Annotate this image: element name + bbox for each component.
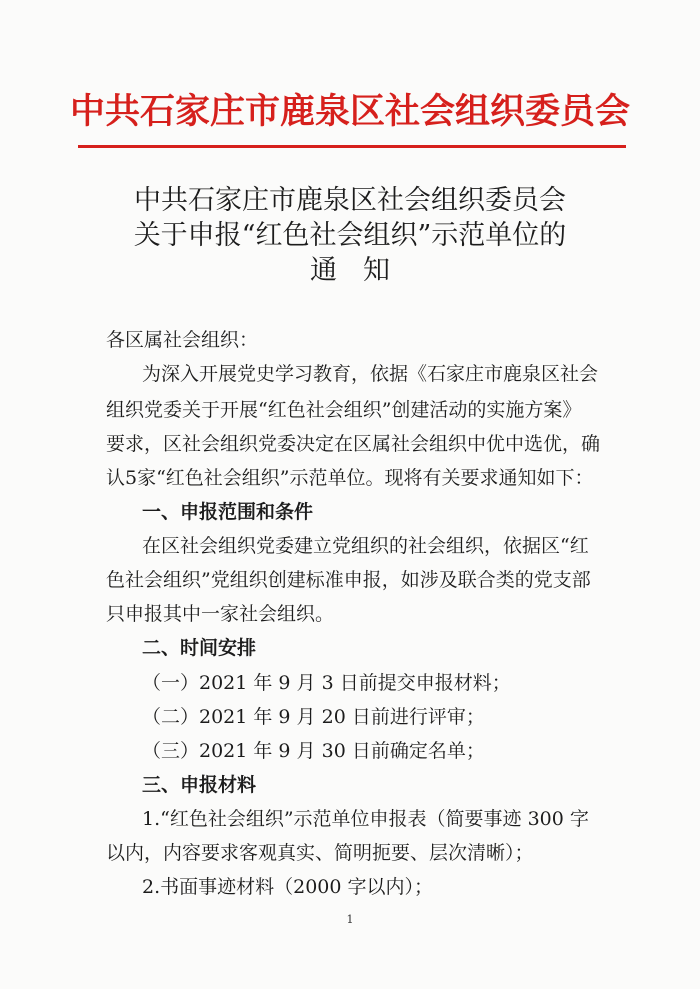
intro-line-4: 认5家“红色社会组织”示范单位。现将有关要求通知如下： [106, 467, 594, 489]
notice-title-line-2: 关于申报“红色社会组织”示范单位的 [133, 220, 567, 251]
schedule-item-1: （一）2021 年 9 月 3 日前提交申报材料； [142, 672, 511, 694]
section-3-heading: 三、申报材料 [142, 774, 257, 796]
schedule-item-3: （三）2021 年 9 月 30 日前确定名单； [142, 740, 485, 762]
materials-line-3: 2.书面事迹材料（2000 字以内）； [142, 876, 434, 898]
materials-line-1: 1.“红色社会组织”示范单位申报表（简要事迹 300 字 [142, 808, 589, 830]
schedule-item-2: （二）2021 年 9 月 20 日前进行评审； [142, 706, 485, 728]
intro-line-2: 组织党委关于开展“红色社会组织”创建活动的实施方案》 [106, 399, 582, 421]
notice-title-line-1: 中共石家庄市鹿泉区社会组织委员会 [134, 185, 566, 216]
intro-line-1: 为深入开展党史学习教育，依据《石家庄市鹿泉区社会 [142, 363, 599, 385]
letterhead-red-rule [78, 145, 626, 148]
letterhead-title: 中共石家庄市鹿泉区社会组织委员会 [69, 92, 630, 132]
section-1-line-1: 在区社会组织党委建立党组织的社会组织，依据区“红 [142, 535, 589, 557]
section-1-line-3: 只申报其中一家社会组织。 [106, 603, 335, 625]
section-1-heading: 一、申报范围和条件 [142, 501, 314, 523]
notice-title-line-3: 通知 [310, 255, 416, 286]
section-2-heading: 二、时间安排 [142, 637, 257, 659]
section-1-line-2: 色社会组织”党组织创建标准申报，如涉及联合类的党支部 [106, 569, 591, 591]
salutation: 各区属社会组织： [106, 329, 259, 351]
materials-line-2: 以内，内容要求客观真实、简明扼要、层次清晰）； [106, 842, 534, 864]
intro-line-3: 要求，区社会组织党委决定在区属社会组织中优中选优，确 [106, 433, 601, 455]
page-number: 1 [346, 913, 354, 926]
